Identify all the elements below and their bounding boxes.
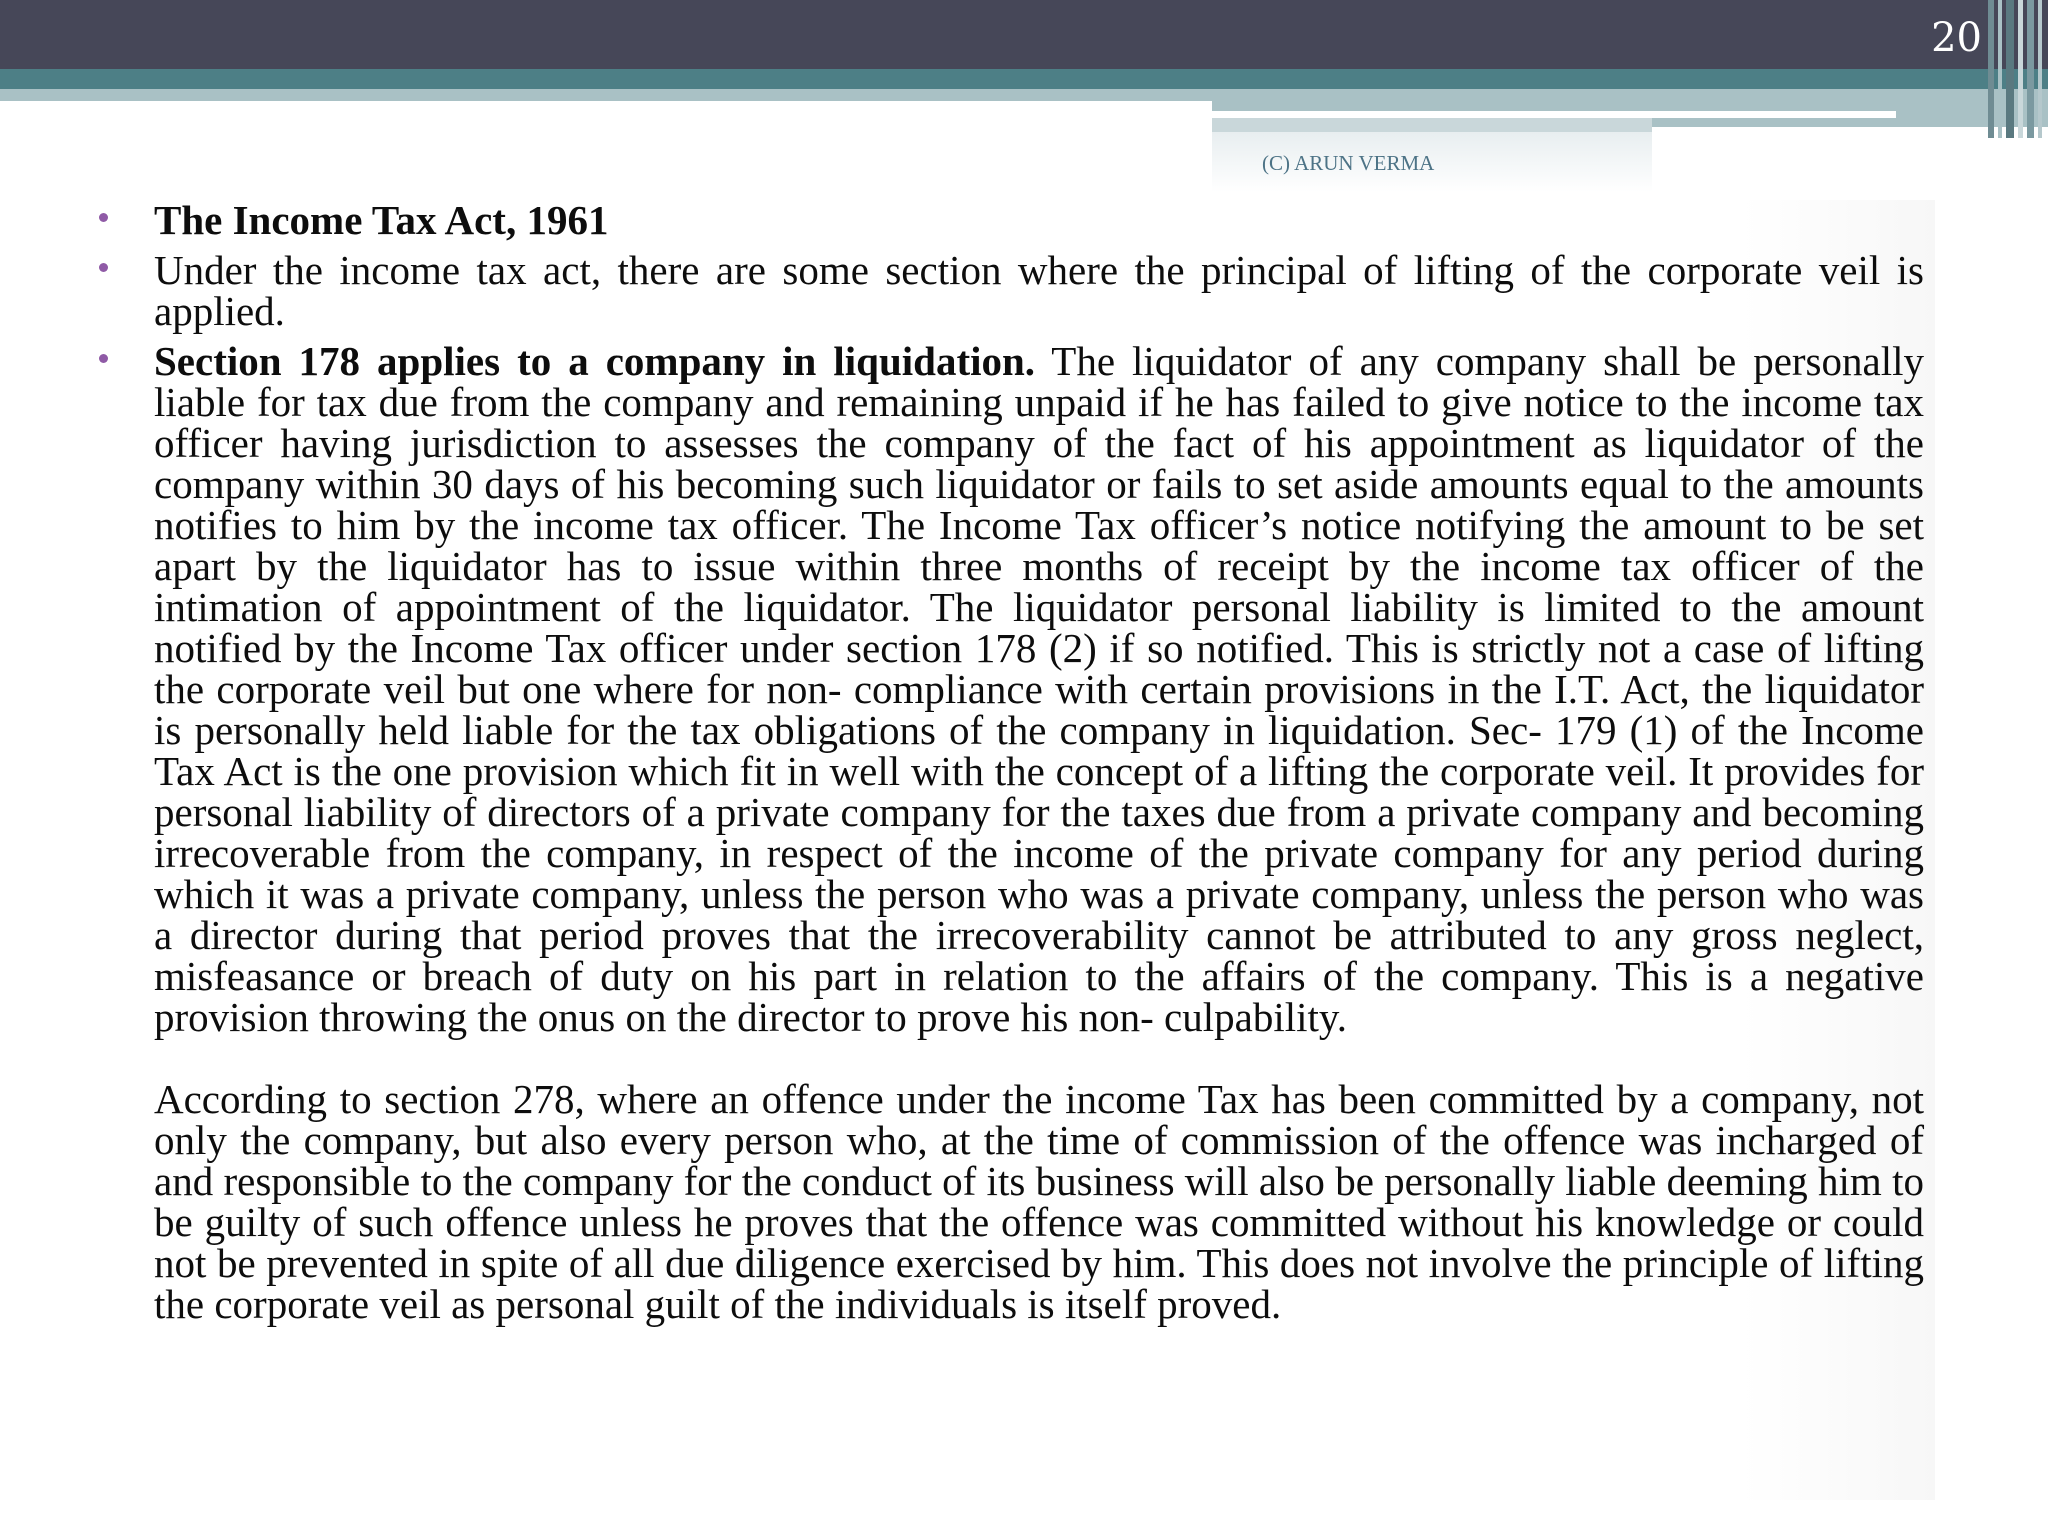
copyright-text: (C) ARUN VERMA [1262,151,1435,175]
bullet-list [154,197,1924,1334]
decorative-stripes [1988,0,2048,138]
bullet-text: Under the income tax act, there are some section where the principal of lifting of the corporate veil is applied. [154,247,1924,334]
header-white-line [1212,111,1896,118]
bullet-item-2 [154,247,1924,334]
bullet-heading: The Income Tax Act, 1961 [154,197,609,243]
section-178-body: The liquidator of any company shall be personally liable for tax due from the company and remaining unpaid if he has failed to give notice to the income tax officer having jurisdiction to assesses the company of the fact of his appointment as liquidator of the company within 30 days of his becoming such liquidator or fails to set aside amounts equal to the amounts notifies to him by the income tax officer. The Income Tax officer’s notice notifying the amount to be set apart by the liquidator has to issue within three months of receipt by the income tax officer of the intimation of appointment of the liquidator. The liquidator personal liability is limited to the amount notified by the Income Tax officer under section 178 (2) if so notified. This is strictly not a case of lifting the corporate veil but one where for non- compliance with certain provisions in the I.T. Act, the liquidator is personally held liable for the tax obligations of the company in liquidation. Sec- 179 (1) of the Income Tax Act is the one provision which fit in well with the concept of a lifting the corporate veil. It provides for personal liability of directors of a private company for the taxes due from a private company and becoming irrecoverable from the company, in respect of the income of the private company for any period during which it was a private company, unless the person who was a private company, unless the person who was a director during that period proves that the irrecoverability cannot be attributed to any gross neglect, misfeasance or breach of duty on his part in relation to the affairs of the company. This is a negative provision throwing the onus on the director to prove his non- culpability. [154,338,1924,1040]
slide-content [0,197,1935,1500]
header-bar [0,0,2048,69]
bullet-item-3 [154,338,1924,1327]
section-278-paragraph: According to section 278, where an offence under the income Tax has been committed by a company, not only the company, but also every person who, at the time of commission of the offence was incharged of and responsible to the company for the conduct of its business will also be personally liable deeming him to be guilty of such offence unless he proves that the offence was committed without his knowledge or could not be prevented in spite of all due diligence exercised by him. This does not involve the principle of lifting the corporate veil as personal guilt of the individuals is itself proved. [154,1076,1924,1327]
section-178-heading: Section 178 applies to a company in liquidation. [154,338,1036,384]
bullet-icon [99,213,108,222]
header-teal-band [0,69,2048,89]
bullet-item-1 [154,197,1924,243]
header-light-band [0,89,1212,101]
paragraph-spacer [154,1038,1924,1079]
bullet-icon [99,354,108,363]
slide-number: 20 [1931,15,1982,61]
section-178-paragraph [154,338,1924,1040]
bullet-icon [99,263,108,272]
